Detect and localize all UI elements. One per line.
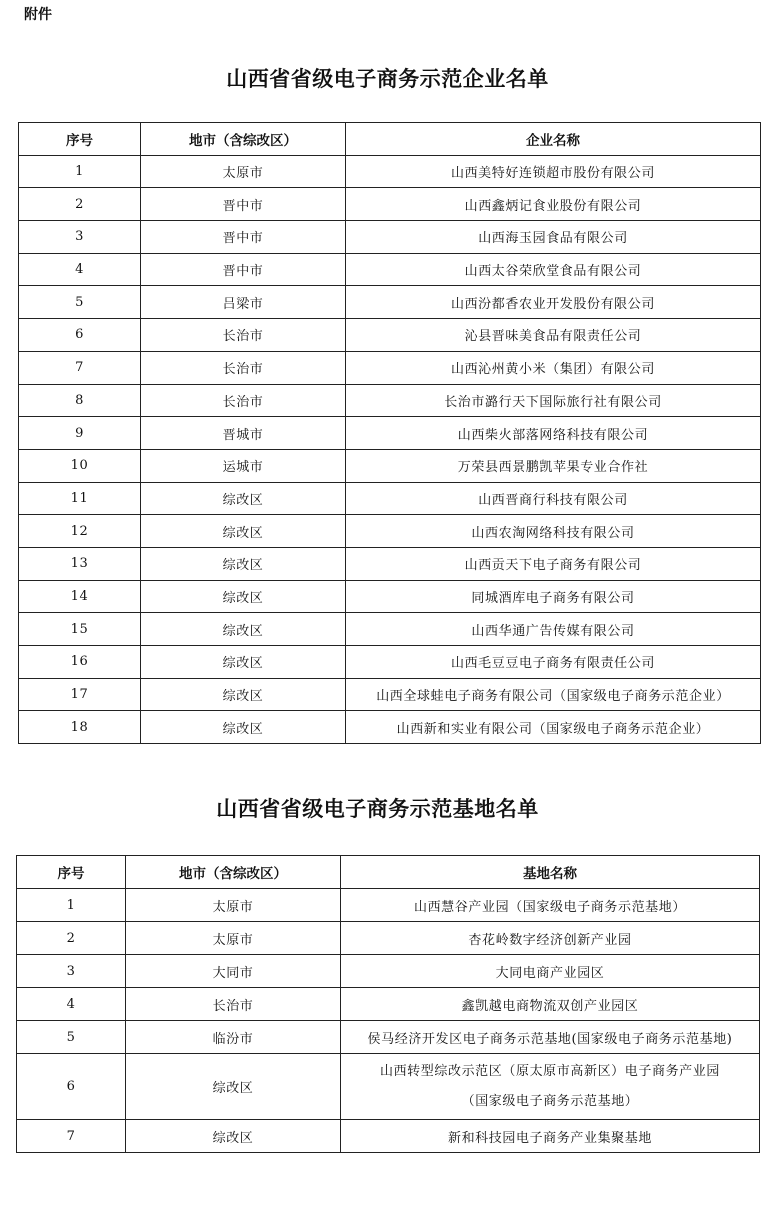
row-index: 9 (19, 417, 141, 450)
table-row (19, 319, 761, 352)
row-name: 万荣县西景鹏凯苹果专业合作社 (346, 449, 761, 482)
row-name: 大同电商产业园区 (341, 955, 760, 988)
header-index: 序号 (17, 856, 126, 889)
row-name-line: 山西转型综改示范区（原太原市高新区）电子商务产业园 (379, 1063, 720, 1079)
row-index: 7 (19, 351, 141, 384)
table-row (19, 449, 761, 482)
row-city: 长治市 (141, 351, 346, 384)
table-row (17, 1054, 760, 1120)
row-index: 16 (19, 646, 141, 679)
row-name-line: （国家级电子商务示范基地） (461, 1093, 639, 1109)
table-row (19, 711, 761, 744)
row-city: 综改区 (141, 580, 346, 613)
table-row (19, 286, 761, 319)
row-name: 山西海玉园食品有限公司 (346, 221, 761, 254)
table-row (19, 547, 761, 580)
row-name: 沁县晋味美食品有限责任公司 (346, 319, 761, 352)
row-name: 山西毛豆豆电子商务有限责任公司 (346, 646, 761, 679)
header-city: 地市（含综改区） (141, 123, 346, 156)
row-city: 临汾市 (126, 1021, 341, 1054)
row-city: 综改区 (141, 678, 346, 711)
row-city: 运城市 (141, 449, 346, 482)
base-table (16, 855, 760, 1153)
row-city: 大同市 (126, 955, 341, 988)
row-city: 综改区 (141, 482, 346, 515)
table-row (19, 417, 761, 450)
row-index: 5 (17, 1021, 126, 1054)
table-header-row (19, 123, 761, 156)
row-name: 长治市潞行天下国际旅行社有限公司 (346, 384, 761, 417)
row-name: 山西汾都香农业开发股份有限公司 (346, 286, 761, 319)
row-index: 2 (17, 922, 126, 955)
table-row (19, 384, 761, 417)
table-row (19, 580, 761, 613)
row-index: 10 (19, 449, 141, 482)
table-row (17, 955, 760, 988)
row-index: 6 (17, 1054, 126, 1120)
table-row (19, 351, 761, 384)
row-name: 山西农淘网络科技有限公司 (346, 515, 761, 548)
row-index: 4 (17, 988, 126, 1021)
row-name: 鑫凯越电商物流双创产业园区 (341, 988, 760, 1021)
row-city: 综改区 (141, 613, 346, 646)
table-row (19, 613, 761, 646)
row-name: 山西慧谷产业园（国家级电子商务示范基地） (341, 889, 760, 922)
row-city: 综改区 (141, 515, 346, 548)
row-name: 山西柴火部落网络科技有限公司 (346, 417, 761, 450)
table-row (19, 646, 761, 679)
row-name: 山西太谷荣欣堂食品有限公司 (346, 253, 761, 286)
row-city: 吕梁市 (141, 286, 346, 319)
row-city: 太原市 (141, 155, 346, 188)
header-base-name: 基地名称 (341, 856, 760, 889)
table-row (19, 188, 761, 221)
row-city: 太原市 (126, 922, 341, 955)
row-city: 晋城市 (141, 417, 346, 450)
row-index: 18 (19, 711, 141, 744)
header-enterprise-name: 企业名称 (346, 123, 761, 156)
table-row (19, 155, 761, 188)
table-row (17, 922, 760, 955)
row-index: 3 (19, 221, 141, 254)
attachment-label: 附件 (24, 7, 52, 23)
row-city: 长治市 (141, 319, 346, 352)
row-index: 3 (17, 955, 126, 988)
row-index: 7 (17, 1120, 126, 1153)
row-index: 13 (19, 547, 141, 580)
row-city: 晋中市 (141, 188, 346, 221)
row-name: 侯马经济开发区电子商务示范基地(国家级电子商务示范基地) (341, 1021, 760, 1054)
row-name: 同城酒库电子商务有限公司 (346, 580, 761, 613)
row-city: 晋中市 (141, 221, 346, 254)
row-name: 山西沁州黄小米（集团）有限公司 (346, 351, 761, 384)
table-row (17, 988, 760, 1021)
header-index: 序号 (19, 123, 141, 156)
row-city: 综改区 (141, 547, 346, 580)
table-row (17, 1021, 760, 1054)
table-row (19, 253, 761, 286)
base-list-title: 山西省省级电子商务示范基地名单 (216, 797, 539, 821)
row-index: 1 (19, 155, 141, 188)
row-name: 山西全球蛙电子商务有限公司（国家级电子商务示范企业） (346, 678, 761, 711)
table-row (19, 482, 761, 515)
row-name: 新和科技园电子商务产业集聚基地 (341, 1120, 760, 1153)
row-city: 晋中市 (141, 253, 346, 286)
row-index: 12 (19, 515, 141, 548)
row-city: 长治市 (126, 988, 341, 1021)
row-index: 6 (19, 319, 141, 352)
row-name: 山西贡天下电子商务有限公司 (346, 547, 761, 580)
row-index: 1 (17, 889, 126, 922)
row-city: 综改区 (141, 646, 346, 679)
row-name (341, 1054, 760, 1120)
table-row (19, 515, 761, 548)
row-index: 8 (19, 384, 141, 417)
table-row (17, 1120, 760, 1153)
row-name: 杏花岭数字经济创新产业园 (341, 922, 760, 955)
row-city: 综改区 (126, 1054, 341, 1120)
row-index: 14 (19, 580, 141, 613)
table-row (19, 678, 761, 711)
row-name: 山西鑫炳记食业股份有限公司 (346, 188, 761, 221)
row-index: 11 (19, 482, 141, 515)
header-city: 地市（含综改区） (126, 856, 341, 889)
row-city: 综改区 (126, 1120, 341, 1153)
row-city: 综改区 (141, 711, 346, 744)
row-index: 15 (19, 613, 141, 646)
table-row (19, 221, 761, 254)
row-city: 太原市 (126, 889, 341, 922)
table-header-row (17, 856, 760, 889)
row-city: 长治市 (141, 384, 346, 417)
table-row (17, 889, 760, 922)
row-name: 山西新和实业有限公司（国家级电子商务示范企业） (346, 711, 761, 744)
row-index: 17 (19, 678, 141, 711)
row-index: 4 (19, 253, 141, 286)
row-index: 2 (19, 188, 141, 221)
enterprise-table (18, 122, 761, 744)
row-name: 山西美特好连锁超市股份有限公司 (346, 155, 761, 188)
enterprise-list-title: 山西省省级电子商务示范企业名单 (226, 67, 549, 91)
row-name: 山西晋商行科技有限公司 (346, 482, 761, 515)
row-name: 山西华通广告传媒有限公司 (346, 613, 761, 646)
row-index: 5 (19, 286, 141, 319)
